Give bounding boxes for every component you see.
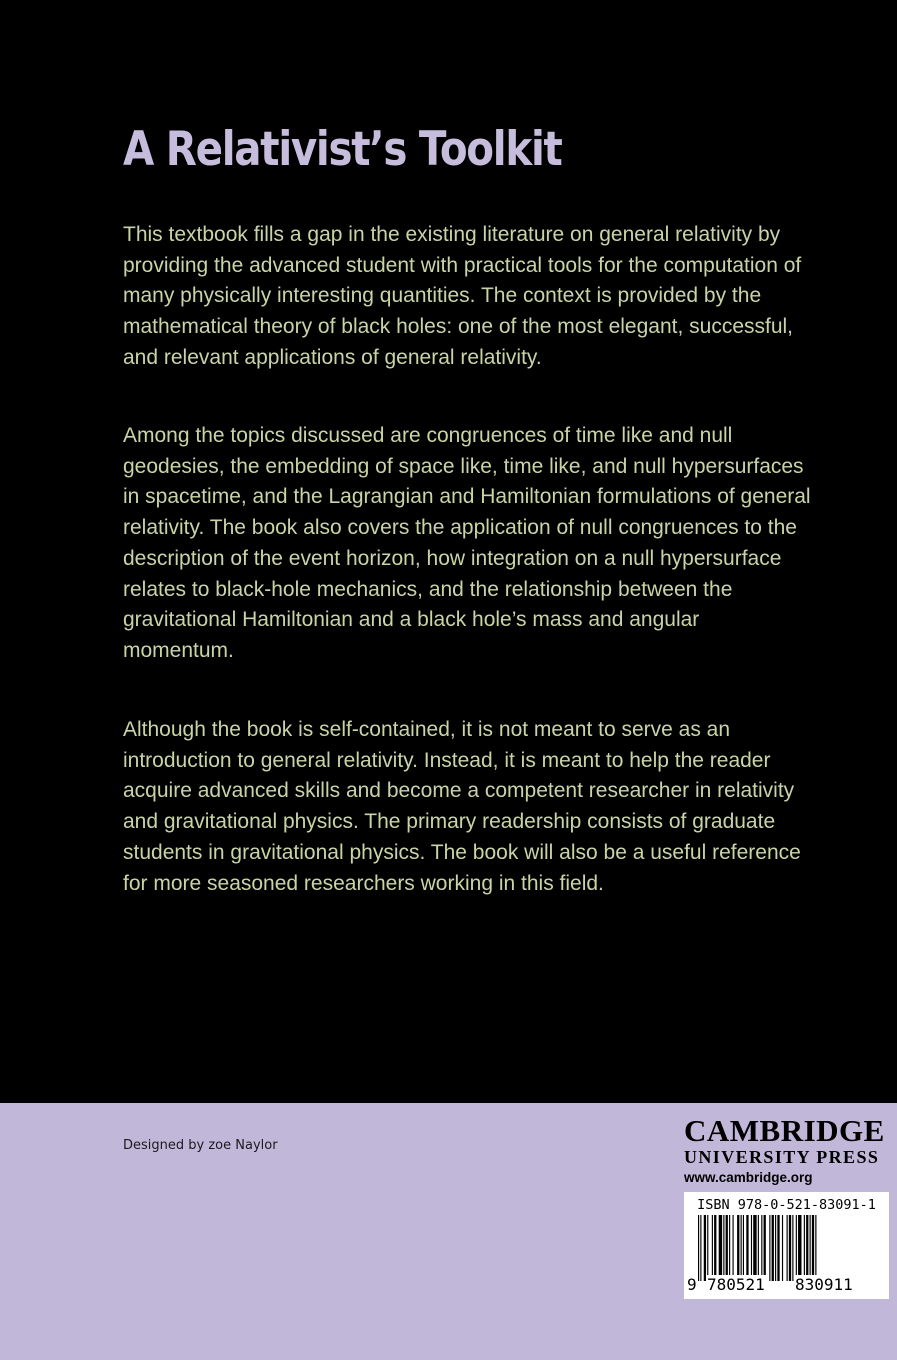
isbn-barcode (684, 1192, 889, 1299)
publisher-logo (684, 1115, 894, 1187)
publisher-name: CAMBRIDGE (684, 1113, 885, 1148)
description-paragraph-2: Among the topics discussed are congruences of time like and null geodesies, the embedding of space like, time like, and null hypersurfaces in spacetime, and the Lagrangian and Hamiltonian formulations of general relativity. The book also covers the application of null congruences to the description of the event horizon, how integration on a null hypersurface relates to black-hole mechanics, and the relationship between the gravitational Hamiltonian and a black hole’s mass and angular momentum. (123, 424, 811, 662)
barcode-digit-first: 9 (687, 1275, 697, 1294)
description-paragraph-3: Although the book is self-contained, it is not meant to serve as an introduction to general relativity. Instead, it is meant to help the reader acquire advanced skills and become a competent researcher in relativity and gravitational physics. The primary readership consists of graduate students in gravitational physics. The book will also be a useful reference for more seasoned researchers working in this field. (123, 718, 801, 895)
barcode-digits-left: 780521 (707, 1275, 765, 1294)
barcode-digits-right: 830911 (795, 1275, 853, 1294)
barcode-icon (698, 1215, 882, 1281)
publisher-url: www.cambridge.org (684, 1170, 813, 1185)
publisher-subname: UNIVERSITY PRESS (684, 1147, 880, 1167)
barcode-digits (684, 1275, 889, 1297)
description-paragraph-1: This textbook fills a gap in the existing literature on general relativity by providing the advanced student with practical tools for the computation of many physically interesting quantities. The context is provided by the mathematical theory of black holes: one of the most elegant, successful, and relevant applications of general relativity. (123, 223, 802, 369)
isbn-text: ISBN 978-0-521-83091-1 (697, 1197, 876, 1213)
book-title: A Relativist’s Toolkit (123, 122, 562, 177)
designer-credit: Designed by zoe Naylor (123, 1138, 278, 1153)
